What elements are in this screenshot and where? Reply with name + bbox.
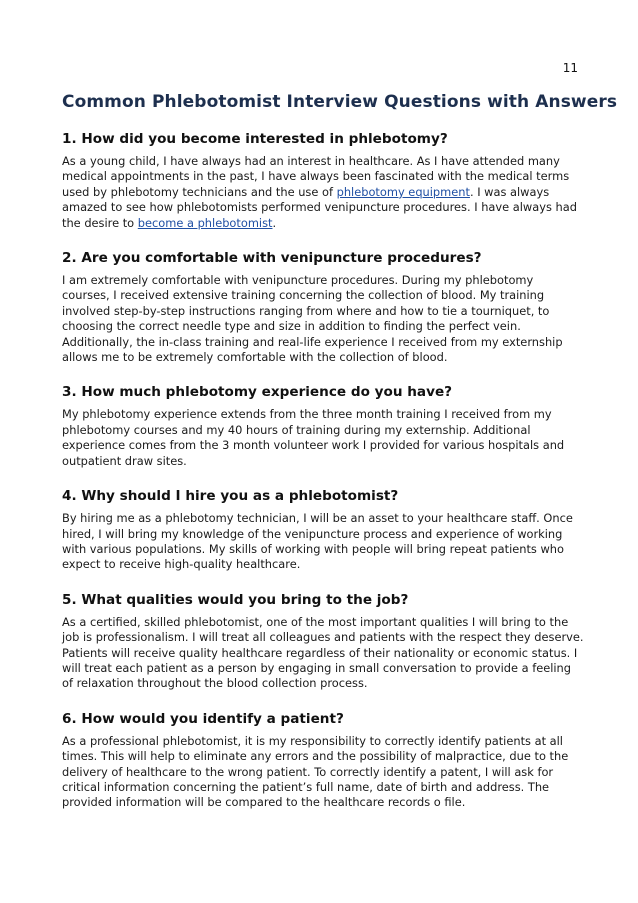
question-3-heading: 3. How much phlebotomy experience do you have? bbox=[62, 384, 453, 401]
qa-section-2 bbox=[62, 249, 584, 365]
answer-6-text: As a professional phlebotomist, it is my responsibility to correctly identify patients at all times. This will help to eliminate any errors and the possibility of malpractice, due to the delivery of healthcare to the wrong patient. To correctly identify a patent, I will ask for critical information concerning the patient’s full name, date of birth and address. The provided information will be compared to the healthcare records o file. bbox=[62, 733, 569, 810]
qa-section-5 bbox=[62, 591, 584, 692]
qa-list bbox=[62, 130, 584, 829]
answer-1-part-1: As a young child, I have always had an interest in healthcare. As I have attended many medical appointments in the past, I have always been fascinated with the medical terms used by phlebotomy technicians and the use of bbox=[62, 154, 570, 199]
answer-2-text: I am extremely comfortable with venipuncture procedures. During my phlebotomy courses, I received extensive training concerning the collection of blood. My training involved step-by-step instructions ranging from where and how to tie a tourniquet, to choosing the correct needle type and size in addition to finding the perfect vein. Additionally, the in-class training and real-life experience I received from my externship allows me to be extremely comfortable with the collection of blood. bbox=[62, 273, 563, 365]
question-2-heading: 2. Are you comfortable with venipuncture procedures? bbox=[62, 250, 482, 267]
answer-1-part-3: . bbox=[272, 215, 277, 230]
phlebotomy-equipment-link[interactable]: phlebotomy equipment bbox=[336, 184, 470, 199]
question-5-heading: 5. What qualities would you bring to the job? bbox=[62, 591, 409, 608]
page-number: 11 bbox=[562, 61, 578, 75]
question-4-heading: 4. Why should I hire you as a phlebotomist? bbox=[62, 488, 399, 505]
question-1-heading: 1. How did you become interested in phlebotomy? bbox=[62, 131, 448, 147]
answer-4-text: By hiring me as a phlebotomy technician, I will be an asset to your healthcare staff. Once hired, I will bring my knowledge of the venipuncture process and experience of working with various populations. My skills of working with people will bring repeat patients who expect to receive high-quality healthcare. bbox=[62, 511, 573, 572]
become-a-phlebotomist-link[interactable]: become a phlebotomist bbox=[137, 215, 273, 230]
answer-1-text bbox=[62, 154, 584, 231]
qa-section-4 bbox=[62, 487, 584, 573]
page-title: Common Phlebotomist Interview Questions with Answers bbox=[62, 92, 618, 112]
qa-section-1 bbox=[62, 130, 584, 231]
question-6-heading: 6. How would you identify a patient? bbox=[62, 710, 344, 727]
qa-section-3 bbox=[62, 383, 584, 469]
qa-section-6 bbox=[62, 710, 584, 811]
answer-1-part-2: . I was always amazed to see how phlebotomists performed venipuncture procedures. I have always had the desire to bbox=[62, 184, 577, 230]
answer-5-text: As a certified, skilled phlebotomist, one of the most important qualities I will bring to the job is professionalism. I will treat all colleagues and patients with the respect they deserve. Patients will receive quality healthcare regardless of their nationality or economic status. I will treat each patient as a person by engaging in small conversation to provide a feeling of relaxation throughout the blood collection process. bbox=[62, 614, 584, 691]
answer-3-text: My phlebotomy experience extends from the three month training I received from my phlebotomy courses and my 40 hours of training during my externship. Additional experience comes from the 3 month volunteer work I provided for various hospitals and outpatient draw sites. bbox=[62, 407, 565, 468]
